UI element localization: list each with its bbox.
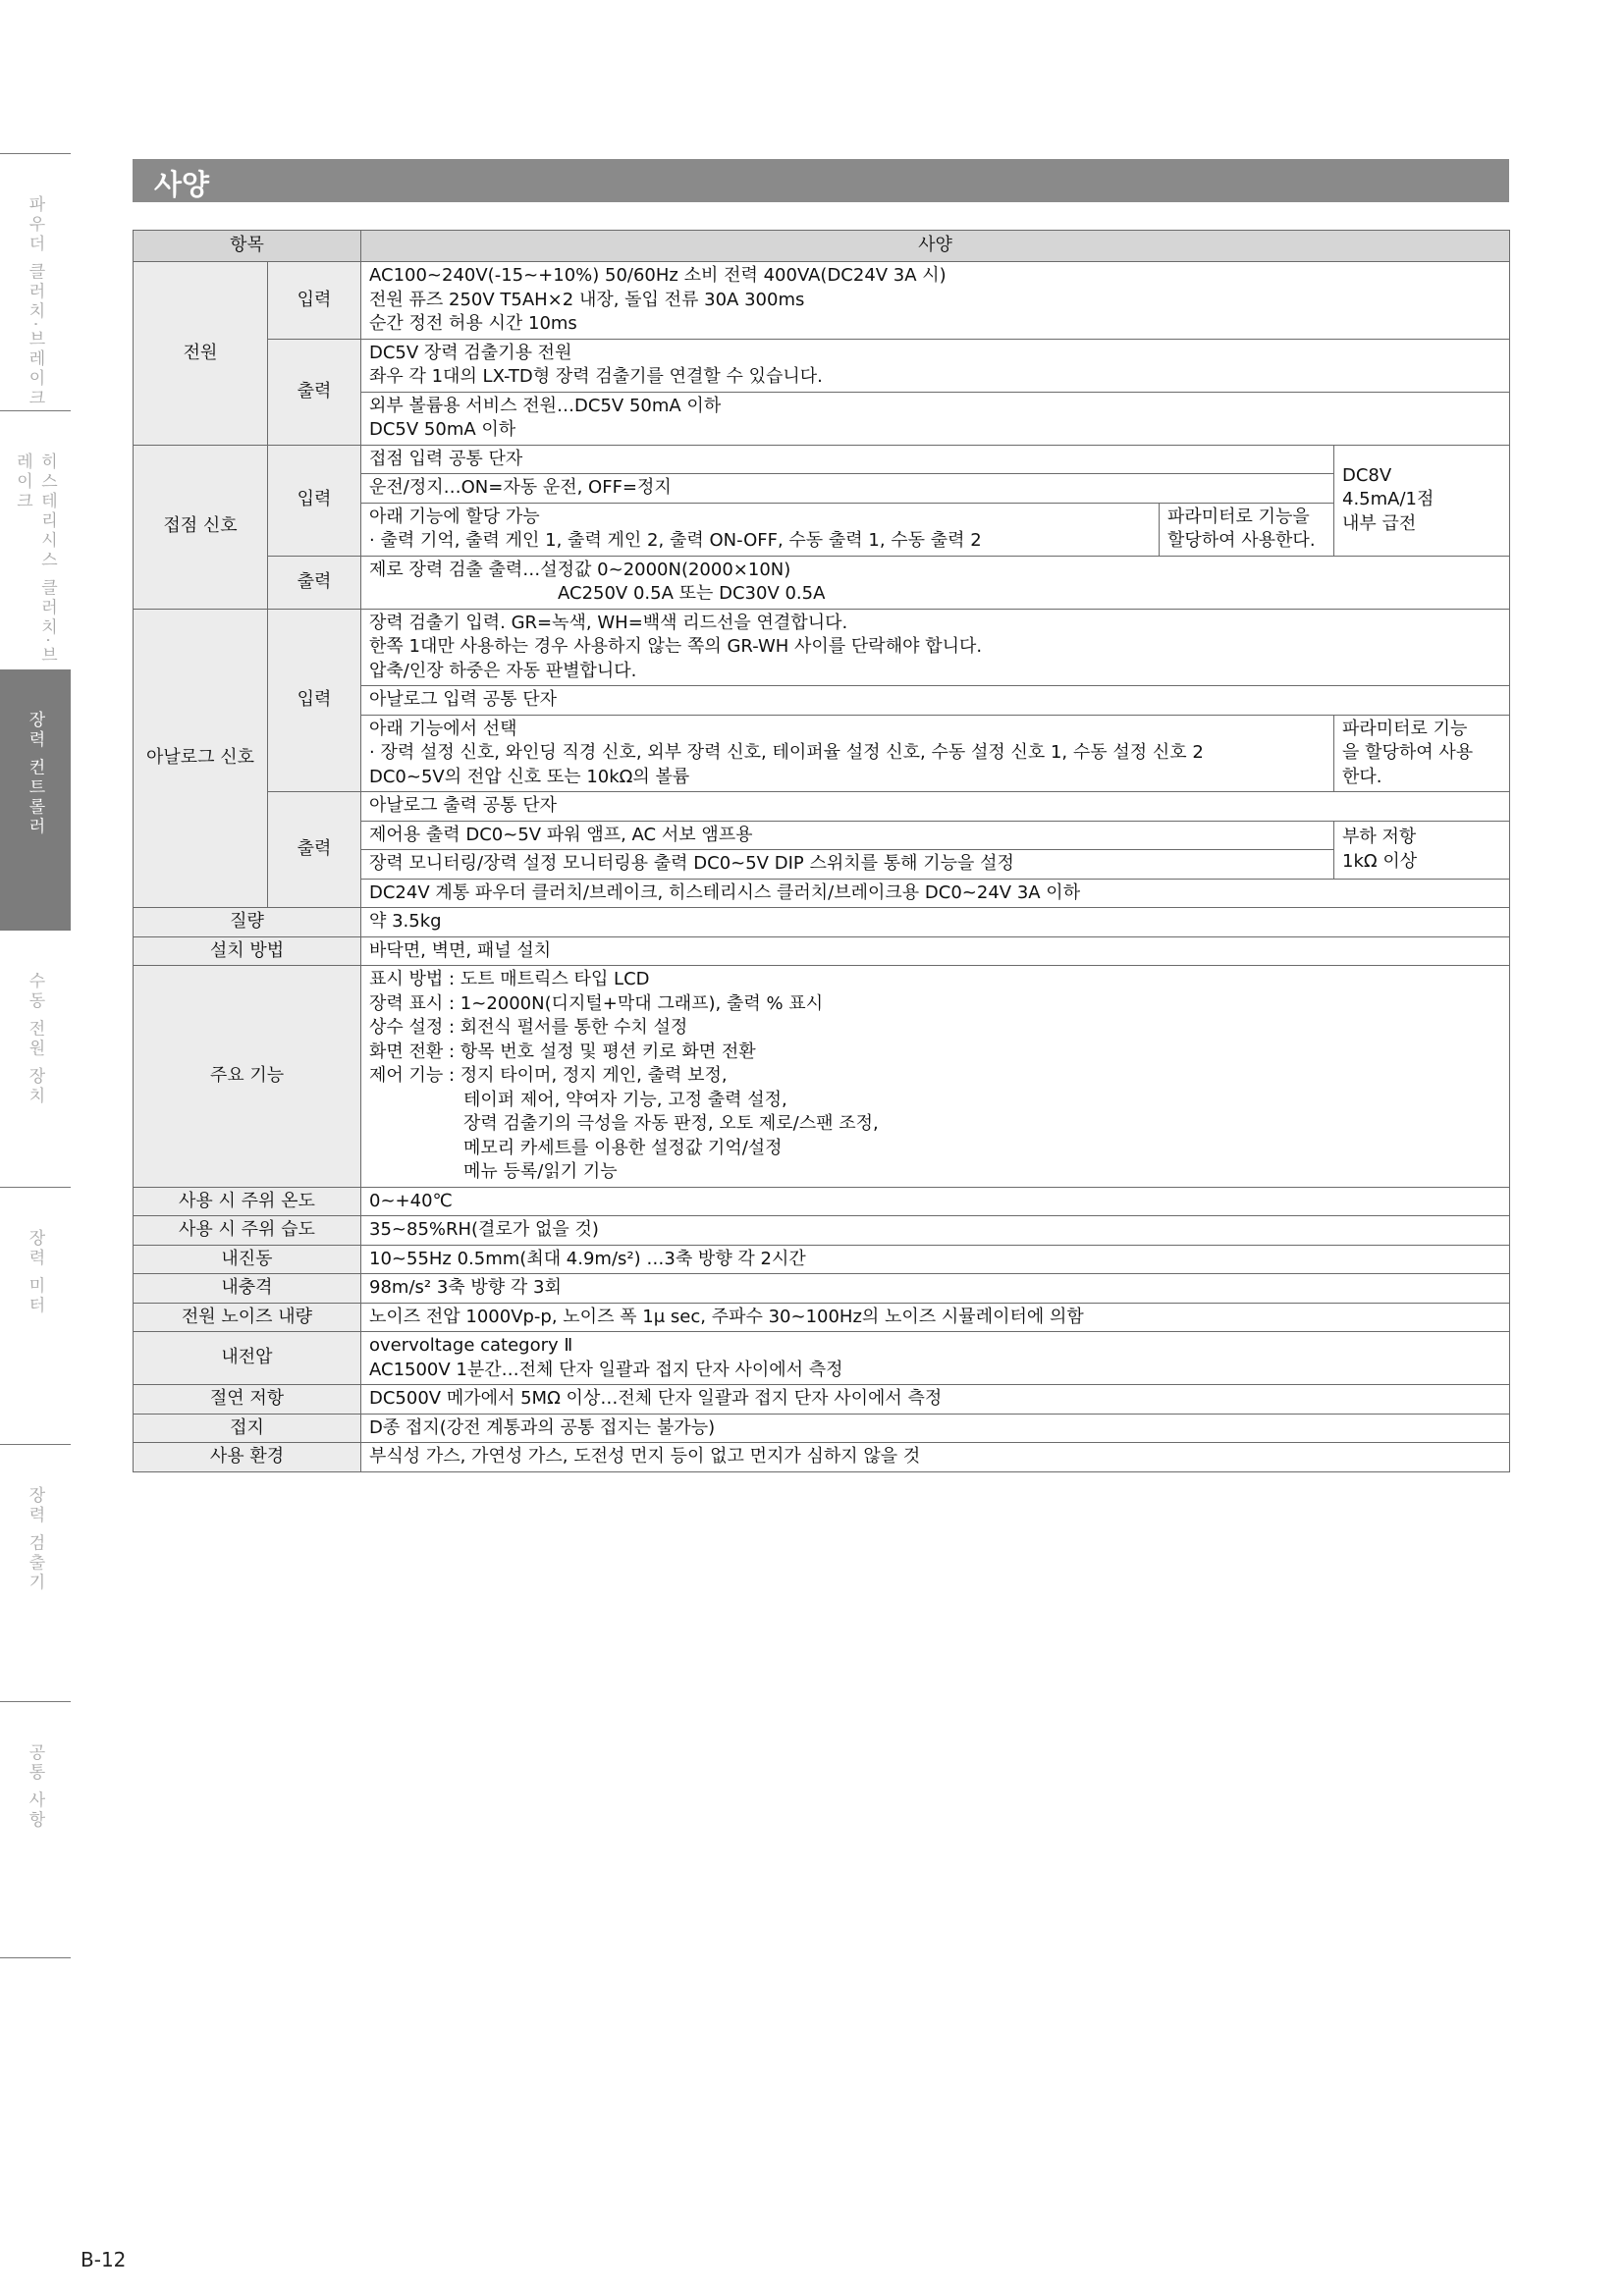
spec-line: 장력 표시 : 1~2000N(디지털+막대 그래프), 출력 % 표시 [369,992,824,1014]
row-value-shock: 98m/s² 3축 방향 각 3회 [361,1274,1510,1304]
side-tab-tension-controller[interactable] [0,669,71,930]
table-row [134,262,1510,340]
spec-line: 좌우 각 1대의 LX-TD형 장력 검출기를 연결할 수 있습니다. [369,366,823,387]
spec-line: 아래 기능에서 선택 [369,718,517,739]
side-tab-powder-clutch[interactable] [0,153,71,410]
spec-line: 할당하여 사용한다. [1167,530,1316,551]
analog-dc24-cell: DC24V 계통 파우더 클러치/브레이크, 히스테리시스 클러치/브레이크용 DC0~24V 3A 이하 [361,879,1510,908]
row-value-grounding: D종 접지(강전 계통과의 공통 접지는 불가능) [361,1414,1510,1443]
side-tab-label: 히스테리시스 클러치·브레이크 [13,453,57,666]
table-row [134,1274,1510,1304]
spec-line: 장력 검출기 입력. GR=녹색, WH=백색 리드선을 연결합니다. [369,612,848,633]
contact-run-stop-cell: 운전/정지…ON=자동 운전, OFF=정지 [361,474,1334,504]
spec-line: 외부 볼륨용 서비스 전원…DC5V 50mA 이하 [369,395,722,416]
side-tab-label: 공통 사항 [25,1743,45,1831]
row-value-mass: 약 3.5kg [361,908,1510,937]
withstand-cell [361,1332,1510,1385]
header-spec: 사양 [361,231,1510,262]
spec-table [133,230,1510,1472]
row-label-insulation: 절연 저항 [134,1385,361,1415]
row-label-contact: 접점 신호 [134,445,268,609]
power-service-cell [361,392,1510,445]
spec-line: 아래 기능에 할당 가능 [369,506,540,527]
spec-line: DC5V 장력 검출기용 전원 [369,342,572,363]
analog-detector-cell [361,609,1510,686]
spec-line: 장력 검출기의 극성을 자동 판정, 오토 제로/스팬 조정, [463,1113,879,1134]
analog-output-common-cell: 아날로그 출력 공통 단자 [361,792,1510,822]
row-label-main-functions: 주요 기능 [134,966,361,1188]
table-row [134,966,1510,1188]
spec-line: · 장력 설정 신호, 와인딩 직경 신호, 외부 장력 신호, 테이퍼율 설정 신호, 수동 설정 신호 1, 수동 설정 신호 2 [369,742,1204,763]
analog-input-common-cell: 아날로그 입력 공통 단자 [361,686,1510,716]
sub-label-output: 출력 [268,556,361,609]
table-row [134,1245,1510,1274]
page-number: B-12 [81,2248,127,2271]
side-tab-tension-meter[interactable] [0,1187,71,1444]
spec-line: 한다. [1342,766,1382,787]
row-label-vibration: 내진동 [134,1245,361,1274]
sub-label-input: 입력 [268,262,361,340]
analog-ctrl-out-cell: 제어용 출력 DC0~5V 파워 앰프, AC 서보 앰프용 [361,821,1334,850]
power-output-cell [361,339,1510,392]
spec-line: 화면 전환 : 항목 번호 설정 및 평션 키로 화면 전환 [369,1041,756,1062]
side-tab-tension-detector[interactable] [0,1444,71,1701]
table-row [134,609,1510,686]
row-label-mass: 질량 [134,908,361,937]
row-value-noise: 노이즈 전압 1000Vp-p, 노이즈 폭 1μ sec, 주파수 30~100Hz의 노이즈 시뮬레이터에 의함 [361,1303,1510,1332]
contact-output-cell [361,556,1510,609]
sub-label-output: 출력 [268,792,361,908]
header-item: 항목 [134,231,361,262]
row-label-install: 설치 방법 [134,936,361,966]
row-value-insulation: DC500V 메가에서 5MΩ 이상…전체 단자 일괄과 접지 단자 사이에서 측정 [361,1385,1510,1415]
side-tab-label: 장력 컨트롤러 [25,711,45,837]
table-row [134,936,1510,966]
spec-line: 부하 저항 [1342,827,1417,847]
row-value-install: 바닥면, 벽면, 패널 설치 [361,936,1510,966]
spec-line: 테이퍼 제어, 약여자 기능, 고정 출력 설정, [463,1089,787,1110]
spec-line: · 출력 기억, 출력 게인 1, 출력 게인 2, 출력 ON-OFF, 수동 출력 1, 수동 출력 2 [369,530,982,551]
spec-line: 4.5mA/1점 [1342,489,1435,510]
row-label-analog: 아날로그 신호 [134,609,268,908]
spec-line: DC0~5V의 전압 신호 또는 10kΩ의 볼륨 [369,766,690,787]
analog-load-cell [1334,821,1510,879]
power-input-cell [361,262,1510,340]
main-functions-cell [361,966,1510,1188]
sub-label-input: 입력 [268,609,361,792]
side-tab-label: 장력 미터 [25,1229,45,1316]
spec-line: 을 할당하여 사용 [1342,742,1474,763]
spec-line: AC100~240V(-15~+10%) 50/60Hz 소비 전력 400VA(DC24V 3A 시) [369,265,947,286]
table-row [134,339,1510,392]
spec-line: DC8V [1342,464,1392,486]
table-row [134,1303,1510,1332]
spec-line: 메모리 카세트를 이용한 설정값 기억/설정 [463,1137,783,1158]
table-row [134,792,1510,822]
row-label-humidity: 사용 시 주위 습도 [134,1216,361,1246]
contact-supply-cell [1334,445,1510,556]
table-header-row [134,231,1510,262]
contact-common-cell: 접점 입력 공통 단자 [361,445,1334,474]
analog-monitor-out-cell: 장력 모니터링/장력 설정 모니터링용 출력 DC0~5V DIP 스위치를 통해 기능을 설정 [361,850,1334,880]
spec-line: 상수 설정 : 회전식 펄서를 통한 수치 설정 [369,1017,688,1038]
sub-label-output: 출력 [268,339,361,445]
row-label-temperature: 사용 시 주위 온도 [134,1187,361,1216]
analog-select-note-cell [1334,715,1510,792]
spec-line: 표시 방법 : 도트 매트릭스 타입 LCD [369,969,650,989]
spec-line: AC1500V 1분간…전체 단자 일괄과 접지 단자 사이에서 측정 [369,1359,843,1380]
side-tab-label: 수동 전원 장치 [25,972,45,1106]
sub-label-input: 입력 [268,445,361,556]
row-label-grounding: 접지 [134,1414,361,1443]
table-row [134,1216,1510,1246]
row-value-environment: 부식성 가스, 가연성 가스, 도전성 먼지 등이 없고 먼지가 심하지 않을 것 [361,1443,1510,1472]
row-label-shock: 내충격 [134,1274,361,1304]
table-row [134,1187,1510,1216]
section-header [133,159,1509,202]
table-row [134,556,1510,609]
contact-assign-cell [361,503,1160,556]
spec-line: DC5V 50mA 이하 [369,419,516,440]
spec-line: AC250V 0.5A 또는 DC30V 0.5A [558,583,826,604]
spec-line: 순간 정전 허용 시간 10ms [369,313,577,334]
row-label-environment: 사용 환경 [134,1443,361,1472]
table-row [134,1332,1510,1385]
table-row [134,1443,1510,1472]
side-tab-common[interactable] [0,1701,71,1958]
table-row [134,445,1510,474]
spec-line: 내부 급전 [1342,512,1417,534]
spec-line: 한쪽 1대만 사용하는 경우 사용하지 않는 쪽의 GR-WH 사이를 단락해야 합니다. [369,636,983,657]
spec-line: 전원 퓨즈 250V T5AH×2 내장, 돌입 전류 30A 300ms [369,289,805,310]
spec-line: 파라미터로 기능 [1342,718,1468,739]
table-row [134,1385,1510,1415]
side-tab-manual-power[interactable] [0,930,71,1187]
row-label-power: 전원 [134,262,268,446]
row-label-withstand: 내전압 [134,1332,361,1385]
contact-param-cell [1160,503,1334,556]
section-title: 사양 [154,168,210,201]
row-label-noise: 전원 노이즈 내량 [134,1303,361,1332]
side-tab-label: 파우더 클러치·브레이크 [25,195,45,408]
table-row [134,908,1510,937]
spec-line: 제로 장력 검출 출력…설정값 0~2000N(2000×10N) [369,559,791,580]
row-value-vibration: 10~55Hz 0.5mm(최대 4.9m/s²) …3축 방향 각 2시간 [361,1245,1510,1274]
side-tab-hysteresis[interactable] [0,410,71,669]
table-row [134,1414,1510,1443]
analog-select-cell [361,715,1334,792]
side-tab-label: 장력 검출기 [25,1486,45,1593]
spec-line: 1kΩ 이상 [1342,850,1418,872]
spec-line: overvoltage category Ⅱ [369,1335,573,1356]
spec-line: 메뉴 등록/읽기 기능 [463,1161,618,1182]
spec-line: 파라미터로 기능을 [1167,506,1310,527]
spec-line: 제어 기능 : 정지 타이머, 정지 게인, 출력 보정, [369,1065,728,1086]
spec-line: 압축/인장 하중은 자동 판별합니다. [369,660,637,681]
row-value-humidity: 35~85%RH(결로가 없을 것) [361,1216,1510,1246]
row-value-temperature: 0~+40℃ [361,1187,1510,1216]
